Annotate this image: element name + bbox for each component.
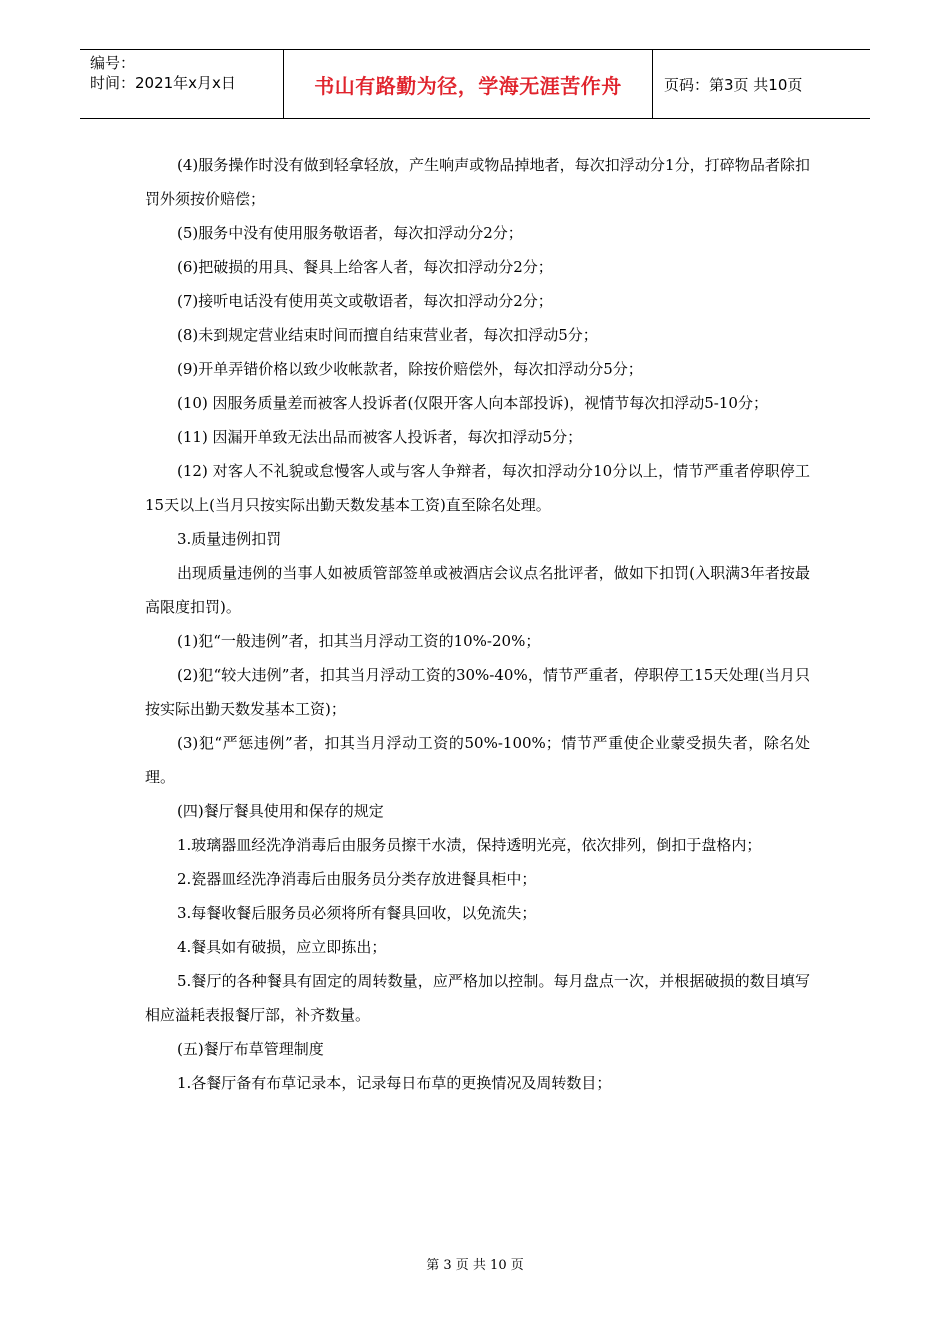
document-body [145, 148, 810, 1100]
paragraph: 1.玻璃器皿经洗净消毒后由服务员擦干水渍，保持透明光亮，依次排列，倒扣于盘格内； [177, 836, 762, 854]
section-heading: 3.质量违例扣罚 [177, 530, 282, 548]
paragraph: (11) 因漏开单致无法出品而被客人投诉者，每次扣浮动5分； [177, 428, 583, 446]
paragraph: (7)接听电话没有使用英文或敬语者，每次扣浮动分2分； [177, 292, 553, 310]
paragraph: 2.瓷器皿经洗净消毒后由服务员分类存放进餐具柜中； [177, 870, 537, 888]
paragraph: (10) 因服务质量差而被客人投诉者(仅限开客人向本部投诉)，视情节每次扣浮动5-10分； [177, 394, 768, 412]
page-footer: 第 3 页 共 10 页 [426, 1258, 524, 1273]
paragraph: (12) 对客人不礼貌或怠慢客人或与客人争辩者，每次扣浮动分10分以上，情节严重者停职停工15天以上(当月只按实际出勤天数发基本工资)直至除名处理。 [145, 462, 810, 514]
paragraph: 3.每餐收餐后服务员必须将所有餐具回收，以免流失； [177, 904, 537, 922]
paragraph: 5.餐厅的各种餐具有固定的周转数量，应严格加以控制。每月盘点一次，并根据破损的数目填写相应溢耗表报餐厅部，补齐数量。 [145, 972, 810, 1024]
paragraph: (8)未到规定营业结束时间而擅自结束营业者，每次扣浮动5分； [177, 326, 598, 344]
paragraph: (5)服务中没有使用服务敬语者，每次扣浮动分2分； [177, 224, 523, 242]
paragraph: (1)犯“一般违例”者，扣其当月浮动工资的10%-20%； [177, 632, 541, 650]
paragraph: (9)开单弄错价格以致少收帐款者，除按价赔偿外，每次扣浮动分5分； [177, 360, 643, 378]
header-motto: 书山有路勤为径，学海无涯苦作舟 [314, 73, 622, 98]
paragraph: (3)犯“严惩违例”者，扣其当月浮动工资的50%-100%；情节严重使企业蒙受损失者，除名处理。 [145, 734, 810, 786]
header-page-number: 页码：第3页 共10页 [664, 75, 803, 94]
page-header [80, 49, 870, 119]
paragraph: (4)服务操作时没有做到轻拿轻放，产生响声或物品掉地者，每次扣浮动分1分，打碎物品者除扣罚外须按价赔偿； [145, 156, 810, 208]
paragraph: (2)犯“较大违例”者，扣其当月浮动工资的30%-40%，情节严重者，停职停工15天处理(当月只按实际出勤天数发基本工资)； [145, 666, 810, 718]
header-info [90, 53, 236, 93]
document-time-label: 时间：2021年x月x日 [90, 74, 236, 92]
paragraph: (6)把破损的用具、餐具上给客人者，每次扣浮动分2分； [177, 258, 553, 276]
document-number-label: 编号： [90, 54, 136, 72]
section-heading: (五)餐厅布草管理制度 [177, 1040, 324, 1058]
paragraph: 4.餐具如有破损，应立即拣出； [177, 938, 387, 956]
paragraph: 出现质量违例的当事人如被质管部签单或被酒店会议点名批评者，做如下扣罚(入职满3年者按最高限度扣罚)。 [145, 564, 810, 616]
section-heading: (四)餐厅餐具使用和保存的规定 [177, 802, 384, 820]
header-divider [652, 50, 653, 118]
paragraph: 1.各餐厅备有布草记录本，记录每日布草的更换情况及周转数目； [177, 1074, 612, 1092]
